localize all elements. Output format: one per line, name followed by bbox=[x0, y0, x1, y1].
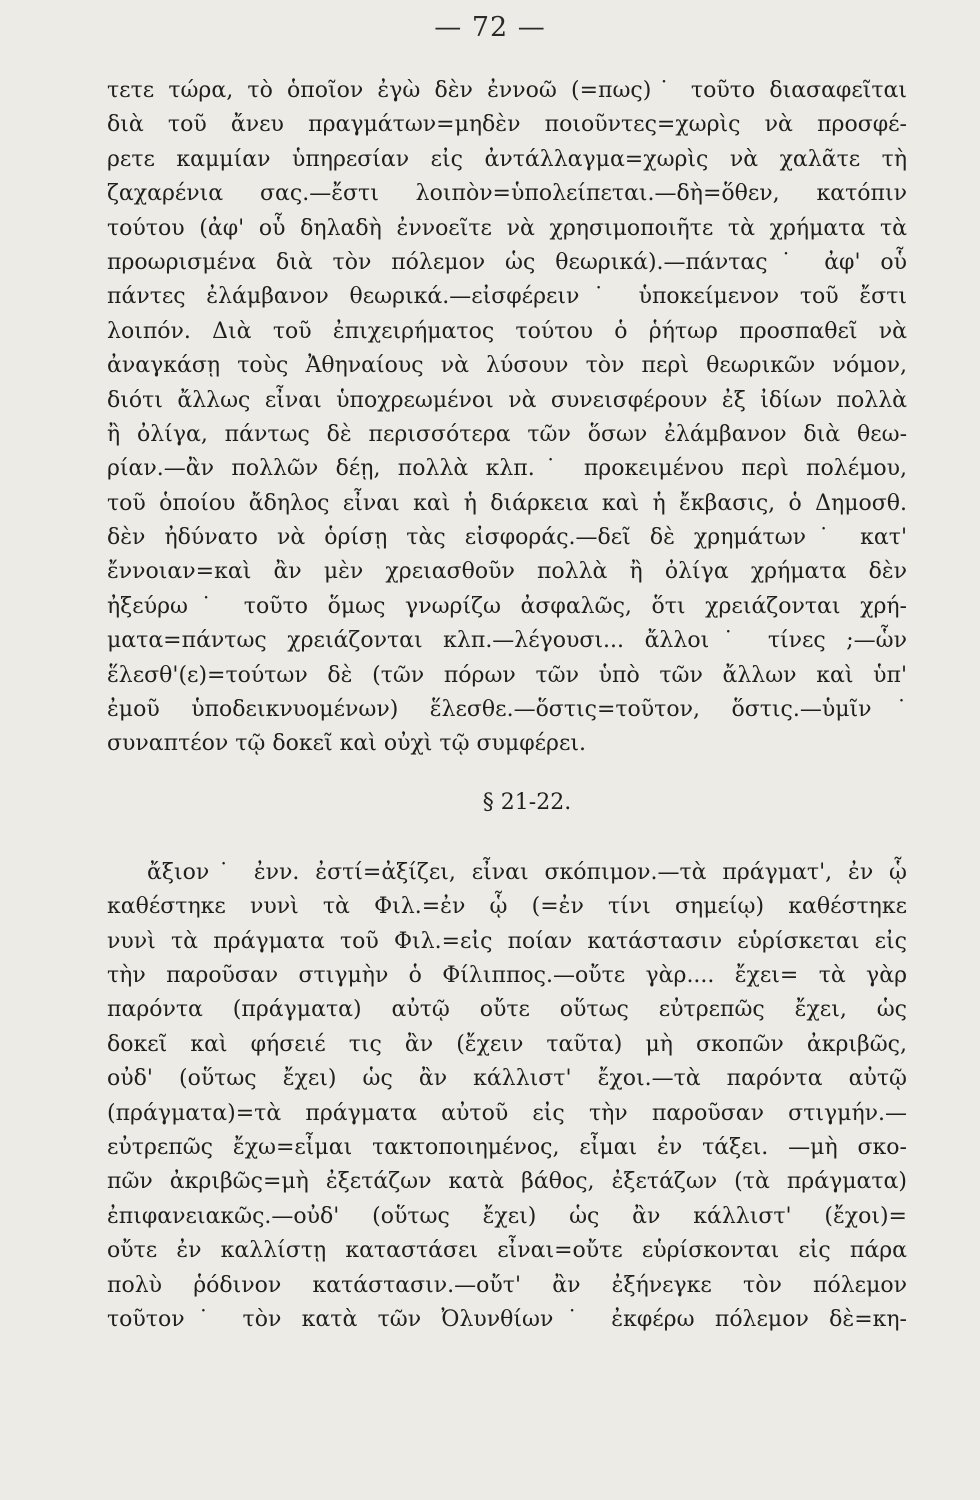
page-number: — 72 — bbox=[434, 12, 546, 43]
text-line: ματα=πάντως χρειάζονται κλπ.—λέγουσι... ἄλλοι˙ τίνες ;—ὧν bbox=[107, 628, 907, 654]
text-line: ἔννοιαν=καὶ ἂν μὲν χρειασθοῦν πολλὰ ἢ ὀλίγα χρήματα δὲν bbox=[107, 559, 907, 585]
text-line: ἢ ὀλίγα, πάντως δὲ περισσότερα τῶν ὅσων ἐλάμβανον διὰ θεω- bbox=[107, 421, 907, 447]
text-line: ἕλεσθ'(ε)=τούτων δὲ (τῶν πόρων τῶν ὑπὸ τῶν ἄλλων καὶ ὑπ' bbox=[107, 662, 907, 688]
text-line: διότι ἄλλως εἶναι ὑποχρεωμένοι νὰ συνεισφέρουν ἐξ ἰδίων πολλὰ bbox=[107, 387, 907, 413]
text-line: τετε τώρα, τὸ ὁποῖον ἐγὼ δὲν ἐννοῶ (=πως)˙ τοῦτο διασαφεῖται bbox=[107, 78, 907, 103]
text-line: δοκεῖ καὶ φήσειέ τις ἂν (ἔχειν ταῦτα) μὴ σκοπῶν ἀκριβῶς, bbox=[107, 1031, 907, 1057]
paragraph-1 bbox=[107, 74, 907, 762]
text-line: ρίαν.—ἂν πολλῶν δέῃ, πολλὰ κλπ.˙ προκειμένου περὶ πολέμου, bbox=[107, 456, 907, 482]
text-line: λοιπόν. Διὰ τοῦ ἐπιχειρήματος τούτου ὁ ῥήτωρ προσπαθεῖ νὰ bbox=[107, 318, 907, 344]
text-line: προωρισμένα διὰ τὸν πόλεμον ὡς θεωρικά).—πάντας˙ ἀφ' οὗ bbox=[107, 249, 907, 275]
text-line: πῶν ἀκριβῶς=μὴ ἐξετάζων κατὰ βάθος, ἐξετάζων (τὰ πράγματα) bbox=[107, 1169, 907, 1195]
text-line: πάντες ἐλάμβανον θεωρικά.—εἰσφέρειν˙ ὑποκείμενον τοῦ ἔστι bbox=[107, 284, 907, 310]
text-line: ἄξιον˙ ἐνν. ἐστί=ἀξίζει, εἶναι σκόπιμον.—τὰ πράγματ', ἐν ᾧ bbox=[147, 859, 907, 885]
text-line: τοῦ ὁποίου ἄδηλος εἶναι καὶ ἡ διάρκεια καὶ ἡ ἔκβασις, ὁ Δημοσθ. bbox=[107, 490, 907, 516]
text-line: διὰ τοῦ ἄνευ πραγμάτων=μηδὲν ποιοῦντες=χωρὶς νὰ προσφέ- bbox=[107, 112, 907, 138]
text-line: ζαχαρένια σας.—ἔστι λοιπὸν=ὑπολείπεται.—δὴ=ὅθεν, κατόπιν bbox=[107, 181, 907, 207]
text-line: συναπτέον τῷ δοκεῖ καὶ οὐχὶ τῷ συμφέρει. bbox=[107, 731, 586, 757]
text-line: νυνὶ τὰ πράγματα τοῦ Φιλ.=εἰς ποίαν κατάστασιν εὑρίσκεται εἰς bbox=[107, 928, 907, 954]
text-line: παρόντα (πράγματα) αὐτῷ οὔτε οὕτως εὐτρεπῶς ἔχει, ὡς bbox=[107, 997, 907, 1023]
text-line: καθέστηκε νυνὶ τὰ Φιλ.=ἐν ᾧ (=ἐν τίνι σημείῳ) καθέστηκε bbox=[107, 894, 907, 920]
text-line: τὴν παροῦσαν στιγμὴν ὁ Φίλιππος.—οὔτε γὰρ.... ἔχει= τὰ γὰρ bbox=[107, 962, 907, 988]
text-line: οὔτε ἐν καλλίστῃ καταστάσει εἶναι=οὔτε εὑρίσκονται εἰς πάρα bbox=[107, 1238, 907, 1264]
text-line: ἐμοῦ ὑποδεικνυομένων) ἕλεσθε.—ὅστις=τοῦτον, ὅστις.—ὑμῖν˙ bbox=[107, 697, 907, 723]
section-heading: § 21-22. bbox=[482, 789, 572, 815]
text-line: οὐδ' (οὕτως ἔχει) ὡς ἂν κάλλιστ' ἔχοι.—τὰ παρόντα αὐτῷ bbox=[107, 1066, 907, 1092]
text-line: ἀναγκάσῃ τοὺς Ἀθηναίους νὰ λύσουν τὸν περὶ θεωρικῶν νόμον, bbox=[107, 353, 907, 379]
text-line: δὲν ἠδύνατο νὰ ὁρίσῃ τὰς εἰσφοράς.—δεῖ δὲ χρημάτων˙ κατ' bbox=[107, 525, 907, 551]
text-line: ἠξεύρω˙ τοῦτο ὅμως γνωρίζω ἀσφαλῶς, ὅτι χρειάζονται χρή- bbox=[107, 593, 907, 619]
text-line: τούτου (ἀφ' οὗ δηλαδὴ ἐννοεῖτε νὰ χρησιμοποιῆτε τὰ χρήματα τὰ bbox=[107, 215, 907, 241]
text-line: εὐτρεπῶς ἔχω=εἶμαι τακτοποιημένος, εἶμαι ἐν τάξει. —μὴ σκο- bbox=[107, 1134, 907, 1160]
text-line: (πράγματα)=τὰ πράγματα αὐτοῦ εἰς τὴν παροῦσαν στιγμήν.— bbox=[107, 1100, 907, 1126]
commentary-text bbox=[107, 74, 907, 1337]
text-line: πολὺ ῥόδινον κατάστασιν.—οὔτ' ἂν ἐξήνεγκε τὸν πόλεμον bbox=[107, 1272, 907, 1298]
paragraph-2 bbox=[107, 856, 907, 1337]
text-line: ἐπιφανειακῶς.—οὐδ' (οὕτως ἔχει) ὡς ἂν κάλλιστ' (ἔχοι)= bbox=[107, 1203, 907, 1229]
text-line: τοῦτον˙ τὸν κατὰ τῶν Ὀλυνθίων˙ ἐκφέρω πόλεμον δὲ=κη- bbox=[107, 1306, 907, 1332]
text-line: ρετε καμμίαν ὑπηρεσίαν εἰς ἀντάλλαγμα=χωρὶς νὰ χαλᾶτε τὴ bbox=[107, 146, 907, 172]
